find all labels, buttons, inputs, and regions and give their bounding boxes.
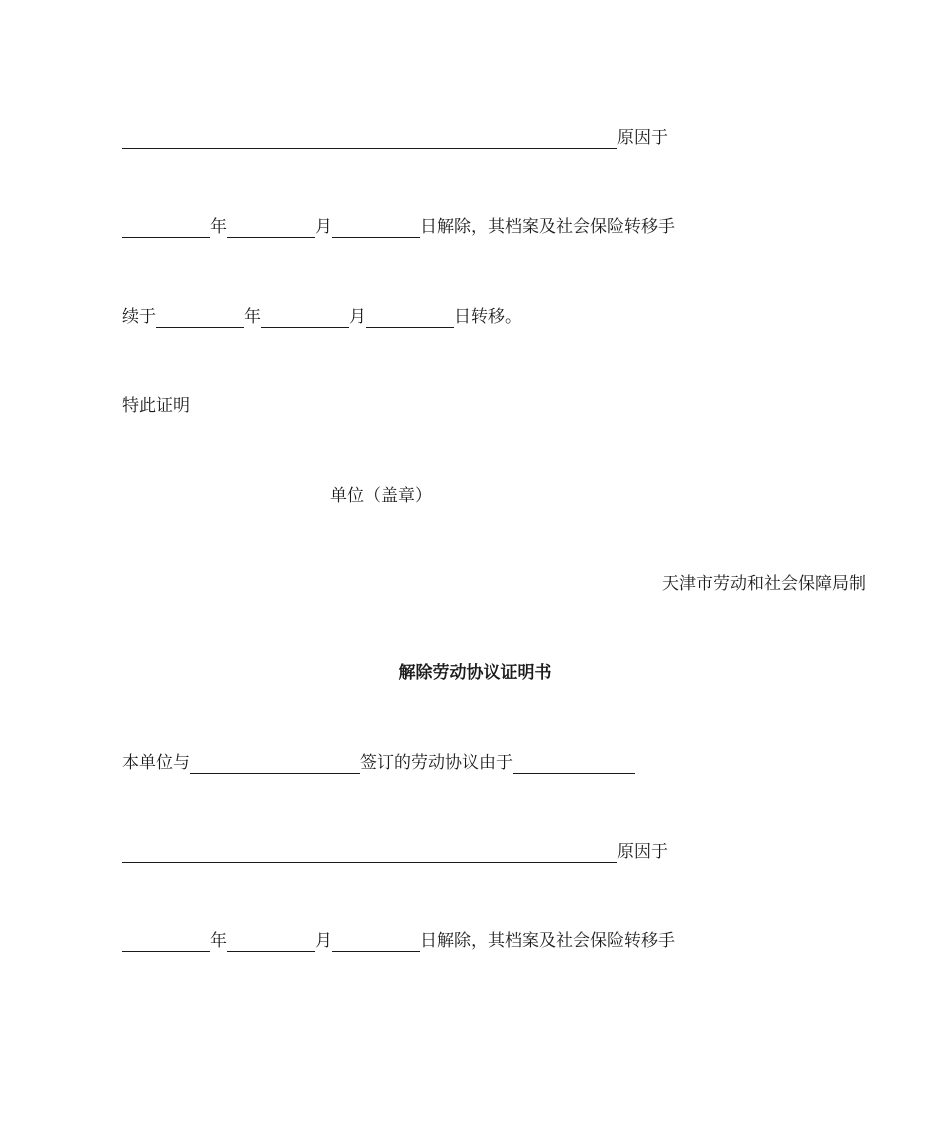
reason-text: 原因于 [617, 128, 668, 148]
agreement-prefix: 本单位与 [122, 753, 190, 773]
reason-line-1 [122, 127, 668, 149]
blank-day [332, 933, 420, 952]
blank-field [122, 130, 617, 149]
issuer-text: 天津市劳动和社会保障局制 [662, 574, 866, 594]
blank-year [122, 933, 210, 952]
blank-month [227, 933, 315, 952]
month-text: 月 [315, 217, 332, 237]
agreement-line [122, 752, 635, 774]
transfer-line [122, 306, 522, 328]
certify-line [122, 395, 190, 417]
year-text: 年 [210, 217, 227, 237]
blank-reason-start [513, 755, 635, 774]
blank-day [332, 219, 420, 238]
day-text: 日转移。 [454, 307, 522, 327]
transfer-prefix: 续于 [122, 307, 156, 327]
blank-field [122, 844, 617, 863]
seal-label: 单位（盖章） [330, 486, 432, 506]
day-text: 日解除，其档案及社会保险转移手 [420, 217, 675, 237]
reason-text: 原因于 [617, 842, 668, 862]
document-title: 解除劳动协议证明书 [398, 663, 552, 683]
year-text: 年 [210, 931, 227, 951]
agreement-mid: 签订的劳动协议由于 [360, 753, 513, 773]
day-text: 日解除，其档案及社会保险转移手 [420, 931, 675, 951]
year-text: 年 [244, 307, 261, 327]
date-line-2 [122, 930, 675, 952]
reason-line-2 [122, 841, 668, 863]
blank-day [366, 309, 454, 328]
blank-name [190, 755, 360, 774]
blank-month [261, 309, 349, 328]
blank-year [122, 219, 210, 238]
month-text: 月 [349, 307, 366, 327]
month-text: 月 [315, 931, 332, 951]
date-line-1 [122, 216, 675, 238]
certify-text: 特此证明 [122, 396, 190, 416]
blank-month [227, 219, 315, 238]
blank-year [156, 309, 244, 328]
